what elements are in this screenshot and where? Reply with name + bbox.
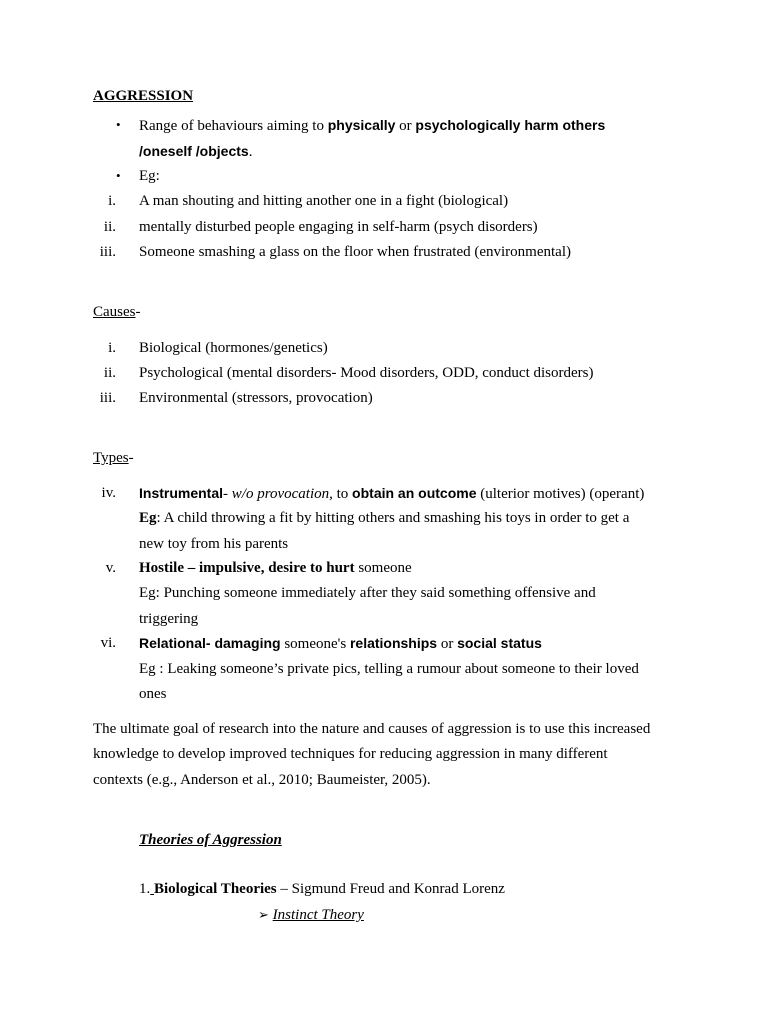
paragraph-line: knowledge to develop improved techniques for reducing aggression in many different — [93, 746, 608, 762]
bio-number: 1. — [139, 881, 151, 897]
eg-label: Eg: — [139, 168, 160, 184]
type-text: or — [437, 636, 458, 652]
definition-text: Range of behaviours aiming to — [139, 118, 328, 134]
type-example — [139, 509, 629, 527]
type-text: someone's — [280, 636, 350, 652]
bio-authors: – Sigmund Freud and Konrad Lorenz — [276, 881, 505, 897]
bio-title: Biological Theories — [154, 881, 277, 897]
causes-heading — [93, 303, 141, 321]
type-example-cont: ones — [139, 686, 167, 702]
definition-period: . — [248, 144, 253, 160]
type-text: (ulterior motives) (operant) — [476, 486, 645, 502]
paragraph-line: The ultimate goal of research into the nature and causes of aggression is to use this increased — [93, 721, 651, 737]
definition-line-1 — [139, 116, 605, 135]
type-italic: w/o provocation — [231, 486, 330, 502]
type-hostile — [139, 559, 412, 577]
type-bold: relationships — [349, 635, 438, 651]
type-example: Eg: Punching someone immediately after they said something offensive and — [139, 585, 596, 601]
example-item: A man shouting and hitting another one in a fight (biological) — [139, 193, 509, 209]
type-relational — [139, 634, 542, 653]
bullet-icon: • — [116, 168, 121, 183]
eg-text: : A child throwing a fit by hitting others and smashing his toys in order to get a — [156, 510, 630, 526]
type-name: Hostile — [139, 560, 184, 576]
page-heading: AGGRESSION — [93, 88, 194, 104]
type-name: Instrumental — [139, 485, 224, 501]
type-example-cont: triggering — [139, 611, 199, 627]
type-name: Relational- damaging — [139, 635, 281, 651]
type-text: - — [223, 486, 232, 502]
list-number: v. — [105, 560, 116, 576]
types-heading — [93, 449, 134, 467]
type-bold: desire to hurt — [268, 560, 355, 576]
paragraph-line: contexts (e.g., Anderson et al., 2010; Baumeister, 2005). — [93, 772, 431, 788]
arrow-bullet-icon: ➢ — [258, 908, 269, 923]
types-label: Types — [93, 450, 129, 466]
definition-line-2 — [139, 142, 252, 161]
list-number: ii. — [103, 219, 116, 235]
causes-dash: - — [135, 304, 141, 320]
list-number: i. — [108, 340, 116, 356]
list-number: i. — [108, 193, 116, 209]
type-bold: obtain an outcome — [352, 485, 477, 501]
type-example-cont: new toy from his parents — [139, 536, 289, 552]
causes-label: Causes — [93, 304, 136, 320]
definition-bold-objects: /oneself /objects — [139, 143, 249, 159]
instinct-theory: Instinct Theory — [272, 907, 364, 923]
type-bold: impulsive — [199, 560, 261, 576]
type-bold: social status — [457, 635, 542, 651]
definition-bold-physically: physically — [327, 117, 396, 133]
list-number: ii. — [103, 365, 116, 381]
list-number: iv. — [101, 485, 116, 501]
definition-text: or — [395, 118, 416, 134]
type-dash: – — [184, 560, 199, 576]
cause-item: Biological (hormones/genetics) — [139, 340, 328, 356]
list-number: iii. — [99, 244, 116, 260]
bullet-icon: • — [116, 117, 121, 132]
cause-item: Environmental (stressors, provocation) — [139, 390, 373, 406]
types-dash: - — [128, 450, 134, 466]
example-item: mentally disturbed people engaging in self-harm (psych disorders) — [139, 219, 538, 235]
instinct-line — [258, 906, 364, 925]
eg-bold: Eg — [139, 510, 157, 526]
example-item: Someone smashing a glass on the floor when frustrated (environmental) — [139, 244, 571, 260]
cause-item: Psychological (mental disorders- Mood disorders, ODD, conduct disorders) — [139, 365, 594, 381]
list-number: iii. — [99, 390, 116, 406]
type-text: , to — [329, 486, 353, 502]
list-number: vi. — [100, 635, 116, 651]
theories-heading: Theories of Aggression — [139, 832, 282, 848]
type-comma: , — [260, 560, 269, 576]
type-text: someone — [354, 560, 412, 576]
type-example: Eg : Leaking someone’s private pics, telling a rumour about someone to their loved — [139, 661, 639, 677]
bio-theories-line — [139, 880, 505, 898]
definition-bold-harm: psychologically harm others — [415, 117, 606, 133]
type-instrumental — [139, 484, 644, 503]
